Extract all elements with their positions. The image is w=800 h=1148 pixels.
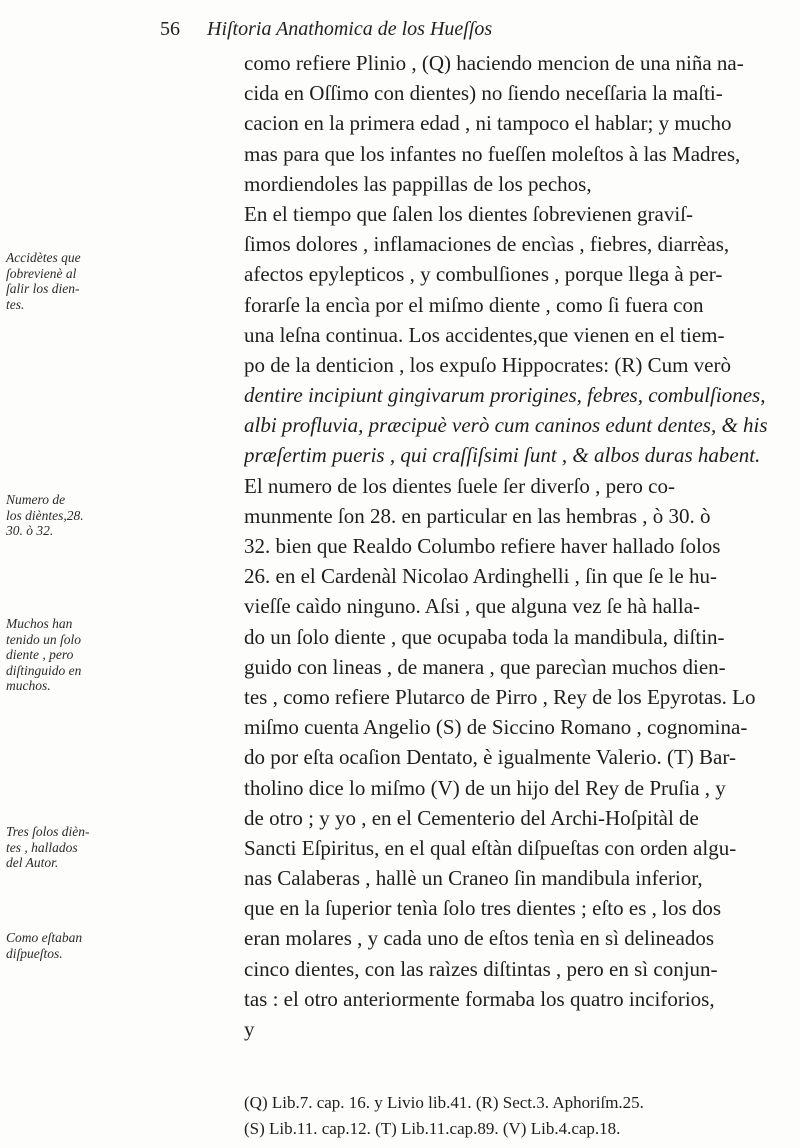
margin-note-line: diſpueſtos. bbox=[6, 945, 63, 961]
margin-note-line: diente , pero bbox=[6, 647, 74, 662]
margin-note-single-tooth bbox=[6, 616, 120, 694]
text-line: cinco dientes, con las raìzes diſtintas , pero en sì conjun- bbox=[244, 956, 718, 981]
text-line: 32. bien que Realdo Columbo refiere haver hallado ſolos bbox=[244, 534, 721, 558]
margin-note-line: tenido un ſolo bbox=[6, 631, 81, 647]
text-line: de otro ; y yo , en el Cementerio del Archi-Hoſpitàl de bbox=[244, 805, 699, 830]
text-line: nas Calaberas , hallè un Craneo ſin mandibula inferior, bbox=[244, 866, 703, 891]
text-line: El numero de los dientes ſuele ſer diverſo , pero co- bbox=[244, 473, 675, 498]
margin-note-line: los dièntes,28. bbox=[6, 507, 84, 523]
margin-note-number bbox=[6, 492, 120, 539]
margin-note-line: 30. ò 32. bbox=[6, 523, 54, 538]
text-line: 26. en el Cardenàl Nicolao Ardinghelli , ſin que ſe le hu- bbox=[244, 564, 717, 589]
margin-note-line: Tres ſolos dièn- bbox=[6, 824, 90, 839]
text-line: que en la ſuperior tenìa ſolo tres dientes ; eſto es , los dos bbox=[244, 896, 722, 921]
margin-note-arrangement bbox=[6, 930, 120, 961]
margin-notes bbox=[0, 0, 120, 1148]
text-line: tes , como refiere Plutarco de Pirro , Rey de los Epyrotas. Lo bbox=[244, 684, 756, 709]
text-line: eran molares , y cada uno de eſtos tenìa en sì delineados bbox=[244, 926, 714, 951]
text-line: mordiendoles las pappillas de los pechos, bbox=[244, 171, 592, 196]
main-text bbox=[244, 48, 800, 1044]
text-line: munmente ſon 28. en particular en las hembras , ò 30. ò bbox=[244, 503, 711, 528]
text-line: tholino dice lo miſmo (V) de un hijo del Rey de Pruſia , y bbox=[244, 775, 726, 800]
margin-note-line: ſobrevienè al bbox=[6, 265, 77, 281]
footnote-line: (S) Lib.11. cap.12. (T) Lib.11.cap.89. (V) Lib.4.cap.18. bbox=[244, 1119, 621, 1138]
margin-note-line: del Autor. bbox=[6, 855, 59, 870]
text-line: po de la denticion , los expuſo Hippocrates: (R) Cum verò bbox=[244, 352, 731, 377]
margin-note-three-teeth bbox=[6, 824, 120, 871]
text-line: do por eſta ocaſion Dentato, è igualmente Valerio. (T) Bar- bbox=[244, 745, 736, 770]
text-line: dentire incipiunt gingivarum prorigines, febres, combulſiones, bbox=[244, 383, 766, 408]
text-line: mas para que los infantes no fueſſen moleſtos à las Madres, bbox=[244, 141, 741, 166]
text-line: cacion en la primera edad , ni tampoco el hablar; y mucho bbox=[244, 111, 732, 136]
text-line: vieſſe caìdo ninguno. Aſsi , que alguna vez ſe hà halla- bbox=[244, 594, 701, 619]
margin-note-line: muchos. bbox=[6, 678, 51, 693]
text-line: como refiere Plinio , (Q) haciendo mencion de una niña na- bbox=[244, 51, 744, 75]
footnote-line: (Q) Lib.7. cap. 16. y Livio lib.41. (R) Sect.3. Aphoriſm.25. bbox=[244, 1093, 644, 1112]
text-line: En el tiempo que ſalen los dientes ſobrevienen graviſ- bbox=[244, 201, 694, 226]
running-title: Hiſtoria Anathomica de los Hueſſos bbox=[207, 18, 493, 40]
text-line: y bbox=[244, 1017, 255, 1041]
text-line: cida en Oſſimo con dientes) no ſiendo neceſſaria la maſti- bbox=[244, 81, 723, 106]
margin-note-line: diſtinguido en bbox=[6, 662, 82, 678]
text-line: albi profluvia, præcipuè verò cum caninos edunt dentes, & his bbox=[244, 413, 768, 438]
margin-note-line: Como eſtaban bbox=[6, 930, 83, 945]
margin-note-line: ſalir los dien- bbox=[6, 281, 80, 296]
text-line: miſmo cuenta Angelio (S) de Siccino Romano , cognomina- bbox=[244, 715, 748, 740]
page-number: 56 bbox=[160, 18, 180, 40]
running-head bbox=[160, 18, 780, 46]
text-line: una leſna continua. Los accidentes,que vienen en el tiem- bbox=[244, 322, 725, 347]
text-line: guido con lineas , de manera , que parecìan muchos dien- bbox=[244, 654, 726, 679]
margin-note-line: tes. bbox=[6, 296, 25, 312]
text-line: ſimos dolores , inflamaciones de encìas , fiebres, diarrèas, bbox=[244, 232, 730, 257]
margin-note-accidents bbox=[6, 250, 120, 312]
text-line: do un ſolo diente , que ocupaba toda la mandibula, diſtin- bbox=[244, 624, 725, 649]
text-line: Sancti Eſpiritus, en el qual eſtàn diſpueſtas con orden algu- bbox=[244, 835, 737, 860]
text-line: forarſe la encìa por el miſmo diente , como ſi fuera con bbox=[244, 292, 704, 317]
footnotes bbox=[244, 1090, 800, 1142]
text-line: præſertim pueris , qui craſſiſsimi ſunt , & albos duras habent. bbox=[244, 443, 761, 468]
margin-note-line: Numero de bbox=[6, 492, 66, 507]
margin-note-line: Muchos han bbox=[6, 616, 73, 631]
margin-note-line: Accidètes que bbox=[6, 250, 81, 265]
text-line: afectos epylepticos , y combulſiones , porque llega à per- bbox=[244, 262, 723, 287]
text-line: tas : el otro anteriormente formaba los quatro inciforios, bbox=[244, 986, 715, 1011]
margin-note-line: tes , hallados bbox=[6, 839, 78, 855]
